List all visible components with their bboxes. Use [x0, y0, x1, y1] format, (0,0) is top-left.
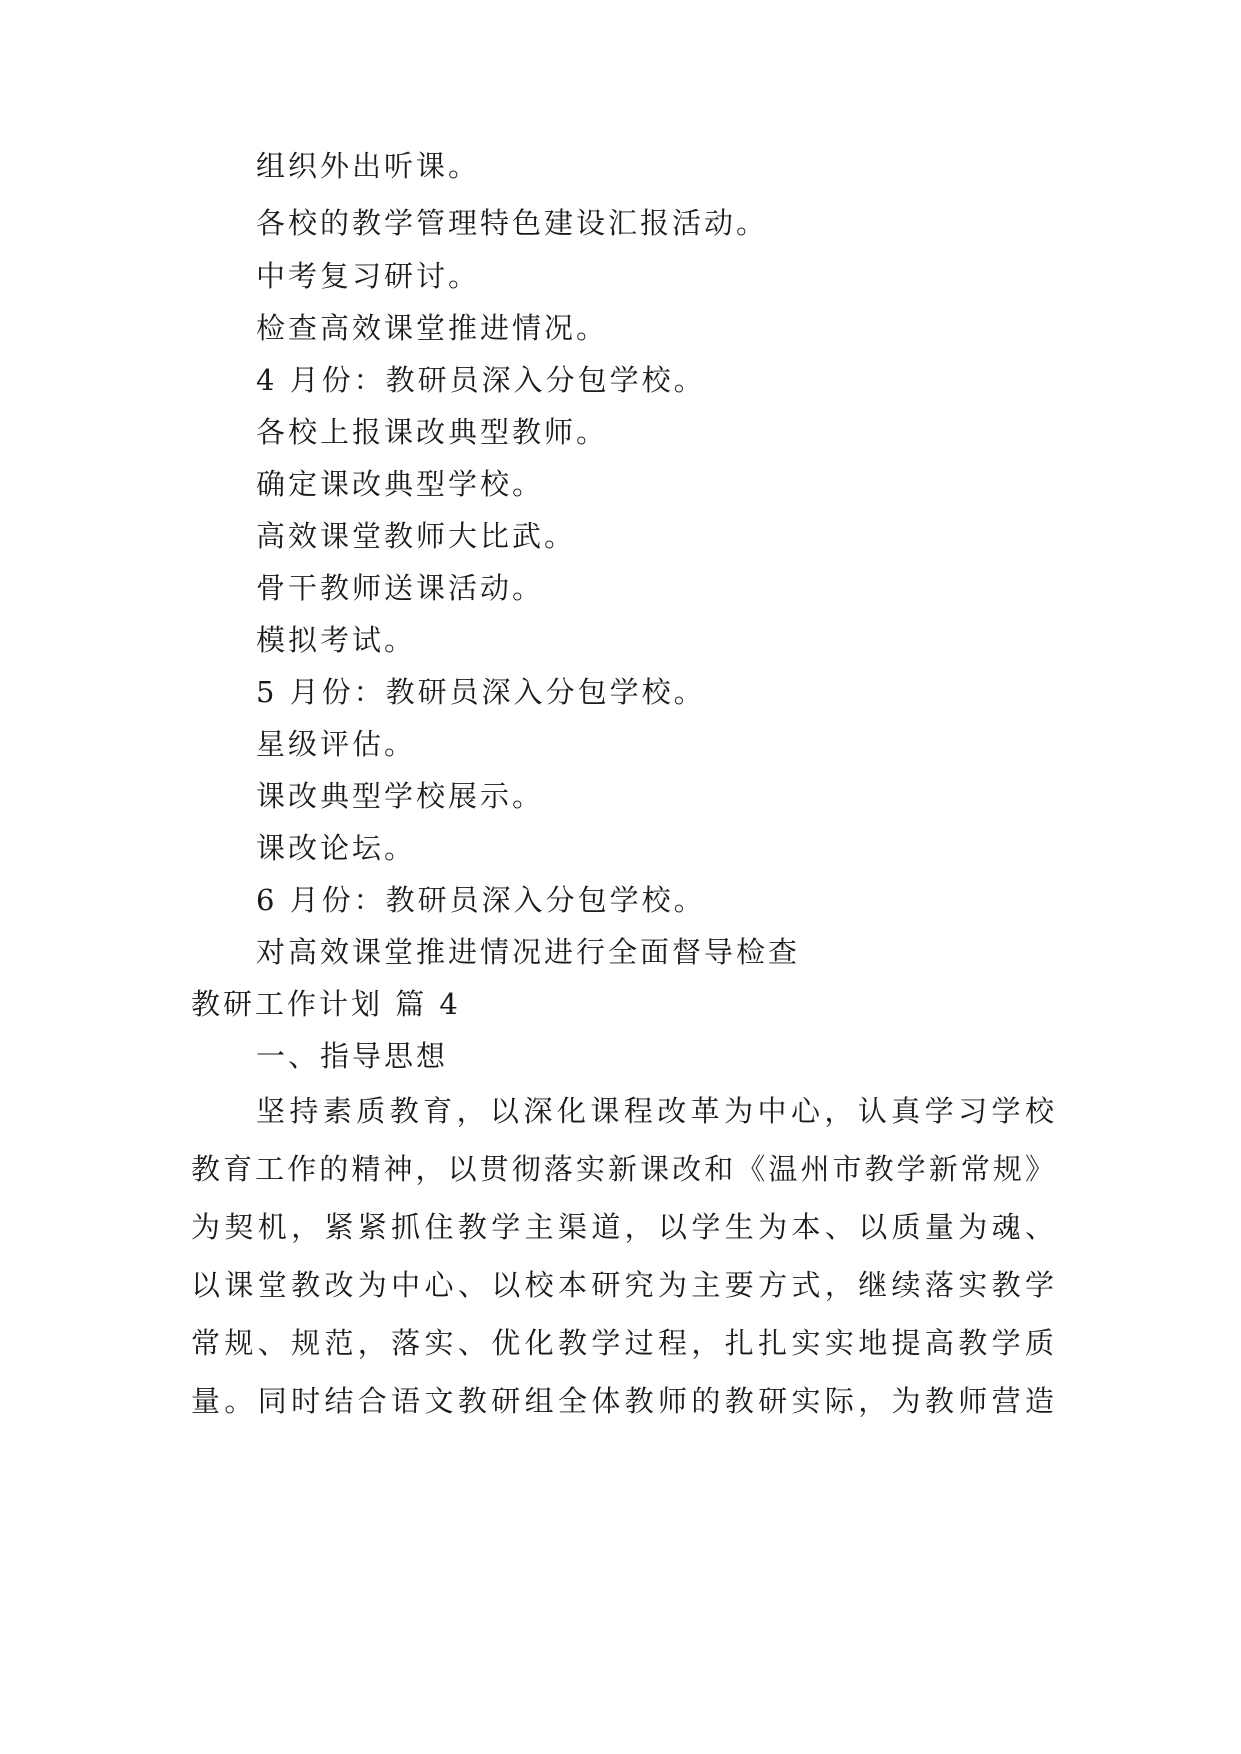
schedule-line: 课改典型学校展示。	[256, 779, 545, 813]
paragraph-row: 坚持素质教育，以深化课程改革为中心，认真学习学校	[256, 1094, 1056, 1128]
schedule-line: 各校上报课改典型教师。	[256, 415, 609, 449]
schedule-line-month: 5 月份：教研员深入分包学校。	[256, 675, 706, 709]
body-paragraph	[191, 1082, 1056, 1430]
schedule-line: 星级评估。	[256, 727, 417, 761]
paragraph-row: 以课堂教改为中心、以校本研究为主要方式，继续落实教学	[191, 1268, 1056, 1302]
schedule-line-month: 4 月份：教研员深入分包学校。	[256, 363, 706, 397]
paragraph-row: 为契机，紧紧抓住教学主渠道，以学生为本、以质量为魂、	[191, 1210, 1056, 1244]
schedule-line: 组织外出听课。	[256, 149, 481, 183]
schedule-line: 检查高效课堂推进情况。	[256, 311, 609, 345]
schedule-line: 各校的教学管理特色建设汇报活动。	[256, 206, 769, 240]
paragraph-row: 量。同时结合语文教研组全体教师的教研实际，为教师营造	[191, 1384, 1056, 1418]
subheading: 一、指导思想	[256, 1039, 449, 1073]
schedule-line-month: 6 月份：教研员深入分包学校。	[256, 883, 706, 917]
paragraph-row: 教育工作的精神，以贯彻落实新课改和《温州市教学新常规》	[191, 1152, 1056, 1186]
schedule-line: 中考复习研讨。	[256, 259, 481, 293]
schedule-line: 骨干教师送课活动。	[256, 571, 545, 605]
schedule-line: 高效课堂教师大比武。	[256, 519, 577, 553]
schedule-line: 确定课改典型学校。	[256, 467, 545, 501]
section-heading: 教研工作计划 篇 4	[191, 987, 461, 1021]
schedule-line: 模拟考试。	[256, 623, 417, 657]
schedule-line: 课改论坛。	[256, 831, 417, 865]
paragraph-row: 常规、规范，落实、优化教学过程，扎扎实实地提高教学质	[191, 1326, 1056, 1360]
schedule-line: 对高效课堂推进情况进行全面督导检查	[256, 935, 801, 969]
